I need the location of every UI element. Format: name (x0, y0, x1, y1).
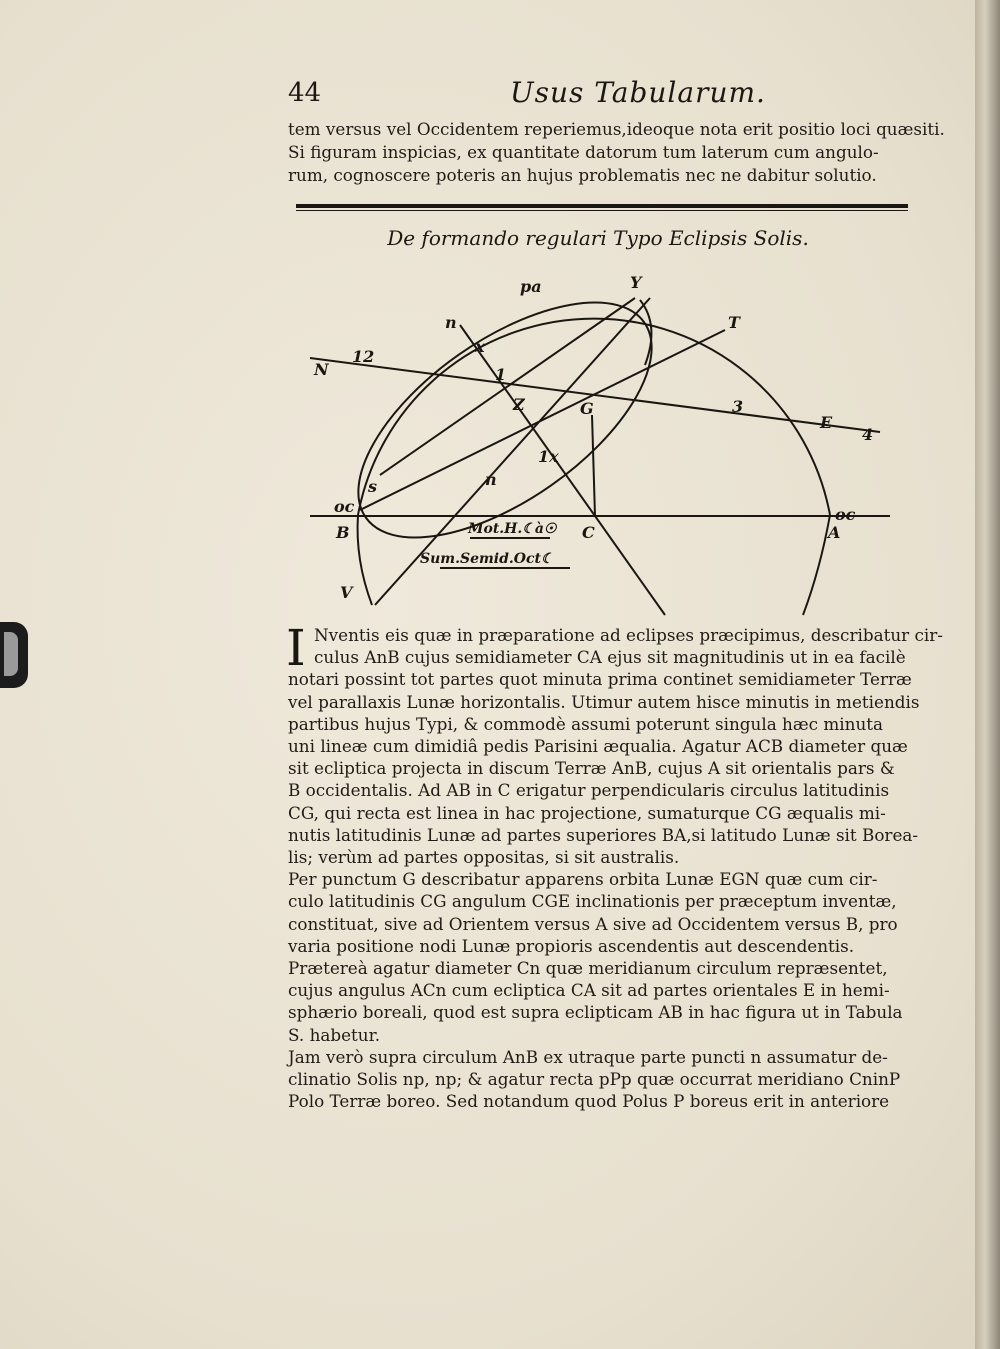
body-line: Jam verò supra circulum AnB ex utraque parte puncti n assumatur de- (288, 1046, 888, 1067)
label-n: n (445, 313, 457, 332)
label-Y: Y (630, 273, 642, 292)
body-line: clinatio Solis np, np; & agatur recta pPp quæ occurrat meridiano CninP (288, 1069, 901, 1089)
book-gutter (975, 0, 1000, 1349)
body-line: notari possint tot partes quot minuta prima continet semidiameter Terræ (288, 669, 912, 690)
body-line: varia positione nodi Lunæ propioris ascendentis aut descendentis. (288, 935, 855, 956)
eclipse-diagram (300, 270, 900, 620)
page-number: 44 (288, 78, 322, 108)
section-title: De formando regulari Typo Eclipsis Solis. (387, 226, 809, 250)
body-line: sit ecliptica projecta in discum Terræ AnB, cujus A sit orientalis pars & (288, 758, 895, 779)
label-T: T (728, 313, 740, 332)
section-rule (296, 204, 908, 208)
intro-line-1: tem versus vel Occidentem reperiemus,ideoque nota erit positio loci quæsiti. (288, 119, 945, 139)
label-12: 12 (352, 347, 375, 366)
body-line: uni lineæ cum dimidiâ pedis Parisini æqualia. Agatur ACB diameter quæ (288, 736, 908, 756)
label-s: s (368, 477, 378, 496)
label-oc-right: oc (835, 505, 856, 524)
body-line: cujus angulus ACn cum ecliptica CA sit ad partes orientales E in hemi- (288, 980, 890, 1001)
label-G: G (580, 399, 594, 418)
intro-line-3: rum, cognoscere poteris an hujus problematis nec ne dabitur solutio. (288, 165, 877, 185)
label-A: A (828, 523, 841, 542)
label-1: 1 (495, 365, 507, 384)
label-B: B (336, 523, 350, 542)
section-rule-thin (296, 210, 908, 211)
body-line: sphærio boreali, quod est supra eclipticam AB in hac figura ut in Tabula (288, 1002, 903, 1023)
label-Z: Z (513, 395, 525, 414)
latitude-circle-CG (592, 415, 595, 516)
label-3: 3 (732, 397, 744, 416)
label-4: 4 (862, 425, 874, 444)
body-line: CG, qui recta est linea in hac projectione, sumaturque CG æqualis mi- (288, 802, 886, 823)
body-line: Nventis eis quæ in præparatione ad eclipses præcipimus, describatur cir- (314, 625, 943, 645)
running-title: Usus Tabularum. (510, 76, 766, 109)
body-line: culo latitudinis CG angulum CGE inclinationis per præceptum inventæ, (288, 891, 897, 912)
drop-cap: I (286, 619, 306, 677)
label-1x: 1x (538, 447, 559, 466)
label-sum: Sum.Semid.Oct☾ (420, 551, 554, 567)
label-E: E (820, 413, 833, 432)
body-line: lis; verùm ad partes oppositas, si sit australis. (288, 847, 680, 867)
body-line: vel parallaxis Lunæ horizontalis. Utimur autem hisce minutis in metiendis (288, 691, 920, 712)
page-clip (0, 622, 28, 688)
body-line: culus AnB cujus semidiameter CA ejus sit magnitudinis ut in ea facilè (314, 647, 906, 668)
running-head (288, 78, 908, 118)
label-n2: n (485, 470, 497, 489)
body-line: B occidentalis. Ad AB in C erigatur perpendicularis circulus latitudinis (288, 780, 890, 801)
circle-right-tail (803, 515, 830, 615)
label-N: N (314, 360, 329, 379)
diagonal-T (360, 330, 725, 510)
label-V: V (340, 583, 353, 602)
label-C: C (582, 523, 595, 542)
body-line: Polo Terræ boreo. Sed notandum quod Polus P boreus erit in anteriore (288, 1091, 890, 1112)
body-line: Prætereà agatur diameter Cn quæ meridianum circulum repræsentet, (288, 958, 888, 978)
body-line: partibus hujus Typi, & commodè assumi poterunt singula hæc minuta (288, 713, 883, 734)
intro-line-2: Si figuram inspicias, ex quantitate datorum tum laterum cum angulo- (288, 142, 879, 162)
body-line: S. habetur. (288, 1024, 381, 1045)
body-line: constituat, sive ad Orientem versus A sive ad Occidentem versus B, pro (288, 913, 898, 934)
label-oc-left: oc (334, 497, 355, 516)
body-line: Per punctum G describatur apparens orbita Lunæ EGN quæ cum cir- (288, 869, 878, 890)
label-x: x (475, 337, 485, 356)
label-pa: pa (520, 277, 542, 296)
body-line: nutis latitudinis Lunæ ad partes superiores BA,si latitudo Lunæ sit Borea- (288, 824, 919, 845)
circle-left-tail (358, 515, 372, 605)
label-mot: Mot.H.☾à☉ (468, 521, 557, 537)
